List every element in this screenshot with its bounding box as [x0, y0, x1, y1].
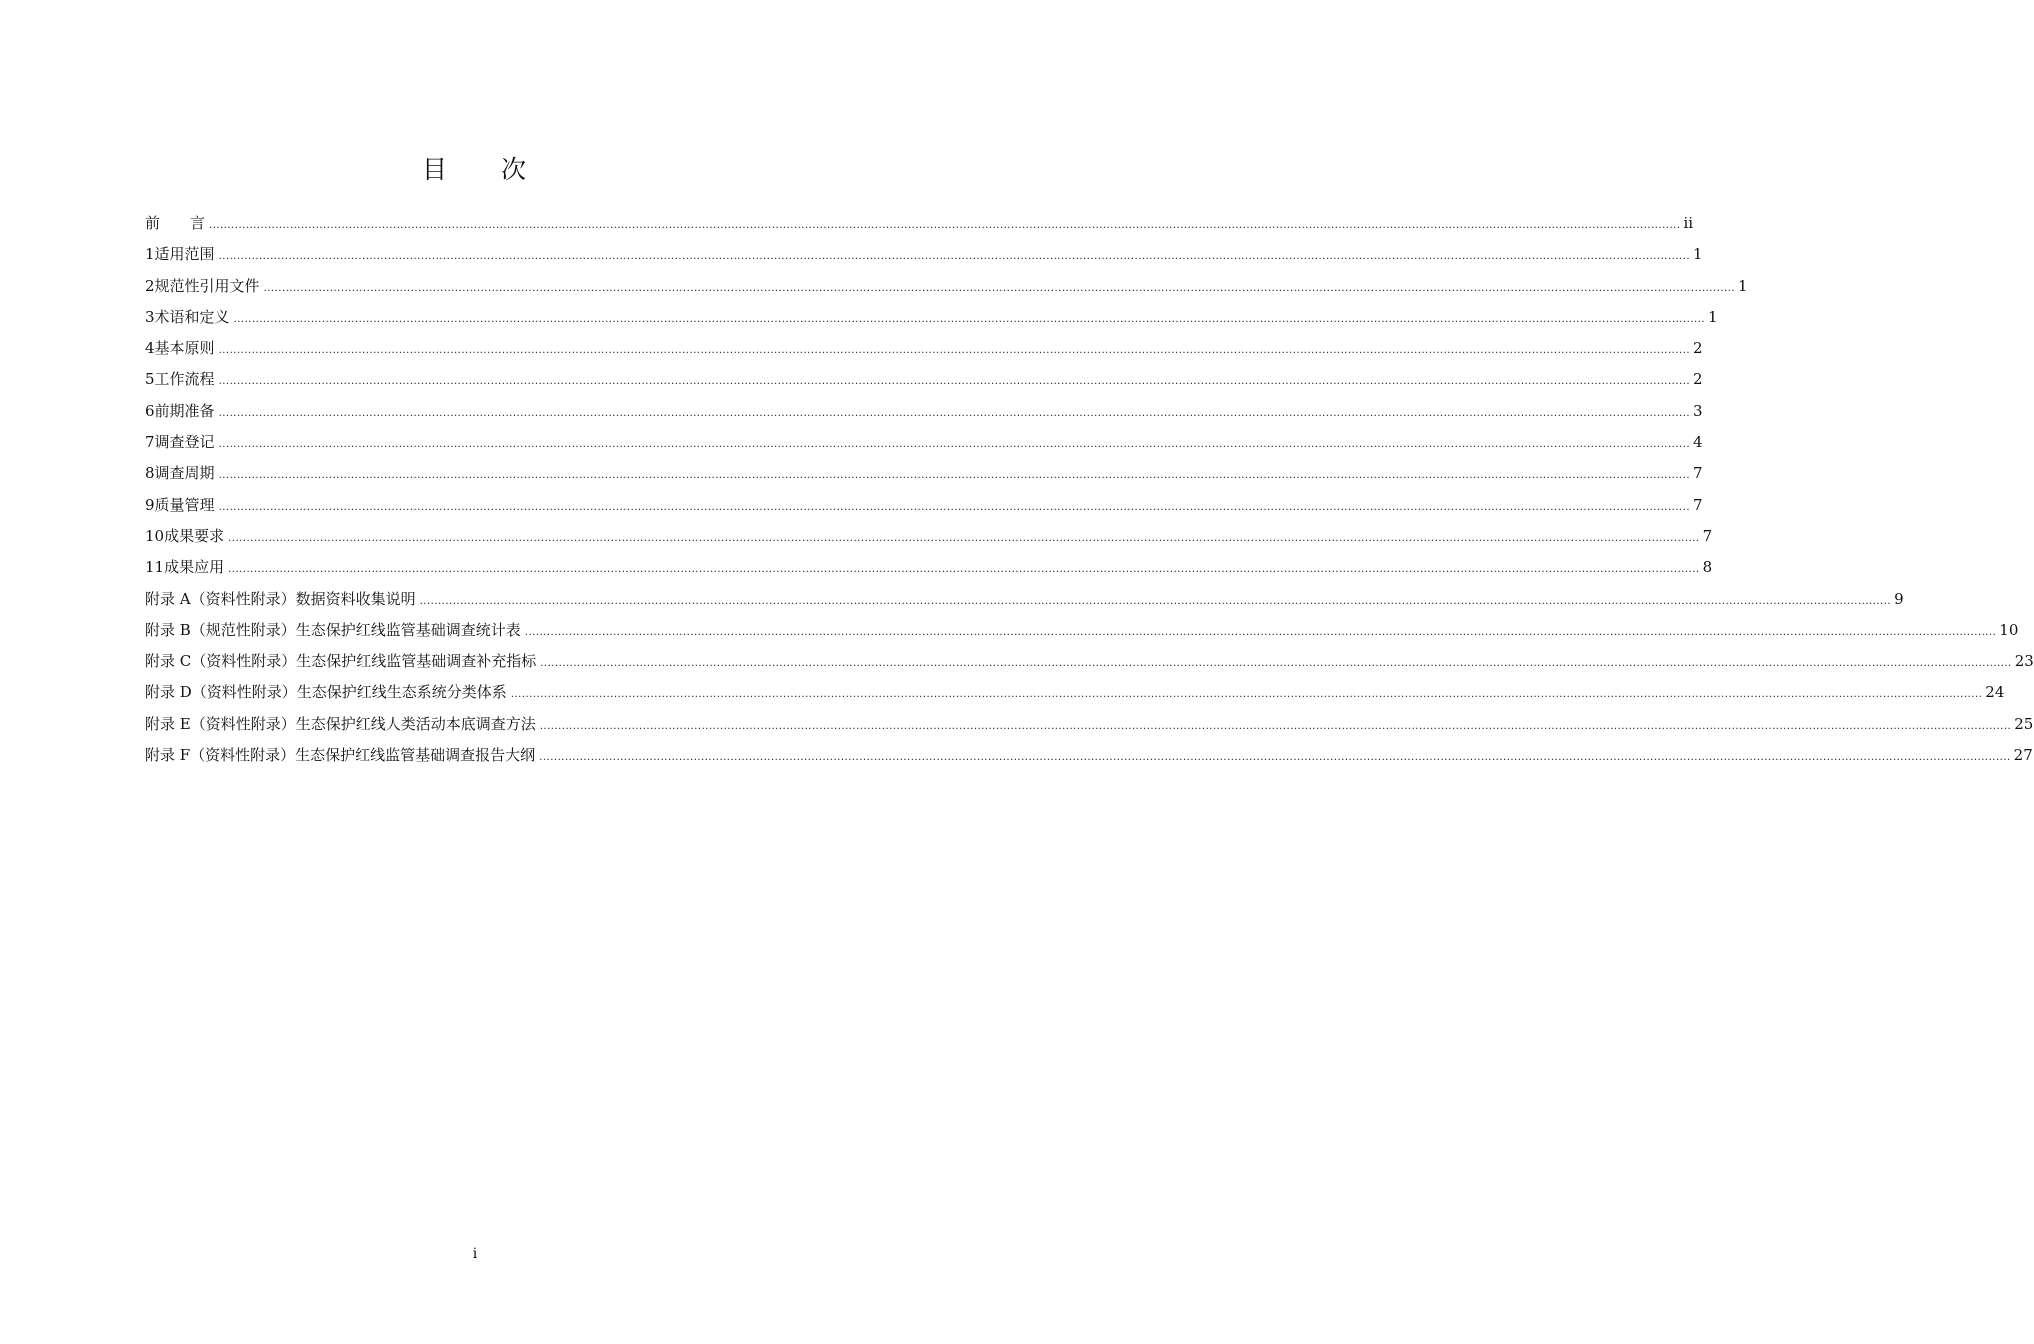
- toc-entry-label: 工作流程: [154, 370, 215, 389]
- toc-entry[interactable]: [145, 244, 1703, 275]
- toc-entry-label: 附录 C（资料性附录）生态保护红线监管基础调查补充指标: [145, 652, 537, 671]
- toc-entry-label: 附录 A（资料性附录）数据资料收集说明: [145, 589, 416, 608]
- toc-entry-label: 质量管理: [154, 495, 215, 514]
- toc-leader-dots: ................................................................................................................................................................................................................................................................................................................................................................................................................: [228, 532, 1700, 544]
- toc-entry-label: 规范性引用文件: [154, 276, 260, 295]
- toc-entry-page: 4: [1693, 433, 1703, 452]
- toc-entry-number: 6: [145, 401, 155, 420]
- toc-entry-number: 5: [145, 370, 155, 389]
- toc-leader-dots: ................................................................................................................................................................................................................................................................................................................................................................................................................: [218, 407, 1691, 419]
- toc-leader-dots: ................................................................................................................................................................................................................................................................................................................................................................................................................: [233, 313, 1706, 325]
- toc-entry[interactable]: [145, 682, 2005, 713]
- toc-entry-number: 10: [145, 526, 165, 545]
- toc-entry-page: 7: [1693, 464, 1703, 483]
- toc-entry-label: 成果要求: [164, 526, 225, 545]
- toc-entry[interactable]: [145, 557, 1713, 588]
- toc-entry-label: 前 言: [145, 214, 206, 232]
- toc-entry-page: 3: [1693, 401, 1703, 420]
- toc-entry-label: 附录 E（资料性附录）生态保护红线人类活动本底调查方法: [145, 714, 536, 733]
- toc-entry-label: 附录 F（资料性附录）生态保护红线监管基础调查报告大纲: [145, 746, 536, 765]
- toc-entry-page: 7: [1702, 526, 1713, 545]
- toc-entry-label: 前期准备: [154, 401, 215, 420]
- toc-leader-dots: ................................................................................................................................................................................................................................................................................................................................................................................................................: [540, 658, 2012, 670]
- toc-entry-page: 10: [1999, 620, 2019, 639]
- toc-entry[interactable]: [145, 463, 1703, 494]
- title-right-char: 次: [501, 155, 529, 184]
- toc-entry[interactable]: [145, 276, 1748, 307]
- toc-leader-dots: ................................................................................................................................................................................................................................................................................................................................................................................................................: [218, 439, 1691, 451]
- toc-entry-page: 25: [2014, 714, 2034, 733]
- toc-entry-page: 8: [1702, 558, 1713, 577]
- toc-leader-dots: ................................................................................................................................................................................................................................................................................................................................................................................................................: [218, 501, 1691, 513]
- toc-entry-page: 23: [2014, 652, 2034, 671]
- toc-entry-page: 7: [1693, 495, 1703, 514]
- toc-entry-number: 3: [145, 307, 155, 326]
- toc-entry-number: 7: [145, 433, 155, 452]
- toc-entry-number: 4: [145, 339, 155, 358]
- table-of-contents: [145, 213, 2034, 776]
- toc-entry-page: 1: [1738, 276, 1748, 295]
- page-title: [0, 150, 950, 186]
- toc-entry-label: 成果应用: [164, 558, 225, 577]
- toc-entry-number: 2: [145, 276, 155, 295]
- toc-entry[interactable]: [145, 651, 2034, 682]
- toc-entry-label: 调查周期: [154, 464, 215, 483]
- toc-entry-page: 1: [1708, 307, 1718, 326]
- toc-entry[interactable]: [145, 620, 2019, 651]
- toc-entry-label: 基本原则: [154, 339, 215, 358]
- toc-entry-label: 调查登记: [154, 433, 215, 452]
- title-left-char: 目: [421, 155, 449, 184]
- toc-leader-dots: ................................................................................................................................................................................................................................................................................................................................................................................................................: [218, 376, 1691, 388]
- toc-leader-dots: ................................................................................................................................................................................................................................................................................................................................................................................................................: [209, 220, 1681, 231]
- toc-entry-page: ii: [1683, 214, 1694, 232]
- toc-entry[interactable]: [145, 338, 1703, 369]
- toc-entry-page: 2: [1693, 370, 1703, 389]
- toc-leader-dots: ................................................................................................................................................................................................................................................................................................................................................................................................................: [419, 595, 1892, 607]
- toc-entry-page: 2: [1693, 339, 1703, 358]
- toc-entry[interactable]: [145, 495, 1703, 526]
- toc-entry[interactable]: [145, 307, 1718, 338]
- toc-leader-dots: ................................................................................................................................................................................................................................................................................................................................................................................................................: [218, 345, 1691, 357]
- toc-leader-dots: ................................................................................................................................................................................................................................................................................................................................................................................................................: [228, 564, 1700, 576]
- toc-leader-dots: ................................................................................................................................................................................................................................................................................................................................................................................................................: [218, 251, 1691, 263]
- toc-entry-number: 1: [145, 245, 155, 264]
- toc-entry[interactable]: [145, 432, 1703, 463]
- toc-leader-dots: ................................................................................................................................................................................................................................................................................................................................................................................................................: [263, 282, 1736, 294]
- toc-entry-page: 24: [1985, 683, 2005, 702]
- toc-leader-dots: ................................................................................................................................................................................................................................................................................................................................................................................................................: [524, 626, 1997, 638]
- toc-entry[interactable]: [145, 745, 2033, 776]
- toc-entry-page: 9: [1894, 589, 1904, 608]
- toc-entry[interactable]: [145, 369, 1703, 400]
- toc-leader-dots: ................................................................................................................................................................................................................................................................................................................................................................................................................: [510, 689, 1983, 701]
- toc-entry-label: 附录 B（规范性附录）生态保护红线监管基础调查统计表: [145, 620, 521, 639]
- toc-entry[interactable]: [145, 589, 1904, 620]
- page-number: i: [472, 1246, 478, 1262]
- toc-entry-label: 术语和定义: [154, 307, 230, 326]
- toc-entry-label: 附录 D（资料性附录）生态保护红线生态系统分类体系: [145, 683, 507, 702]
- toc-entry-number: 8: [145, 464, 155, 483]
- toc-leader-dots: ................................................................................................................................................................................................................................................................................................................................................................................................................: [218, 470, 1691, 482]
- toc-leader-dots: ................................................................................................................................................................................................................................................................................................................................................................................................................: [539, 752, 2011, 764]
- toc-entry[interactable]: [145, 213, 1694, 244]
- toc-entry[interactable]: [145, 526, 1713, 557]
- toc-entry[interactable]: [145, 714, 2034, 745]
- toc-entry-number: 11: [145, 558, 165, 577]
- toc-entry-page: 27: [2013, 746, 2033, 765]
- toc-entry-label: 适用范围: [154, 245, 215, 264]
- toc-entry-page: 1: [1693, 245, 1703, 264]
- toc-entry[interactable]: [145, 401, 1703, 432]
- toc-entry-number: 9: [145, 495, 155, 514]
- toc-leader-dots: ................................................................................................................................................................................................................................................................................................................................................................................................................: [539, 720, 2012, 732]
